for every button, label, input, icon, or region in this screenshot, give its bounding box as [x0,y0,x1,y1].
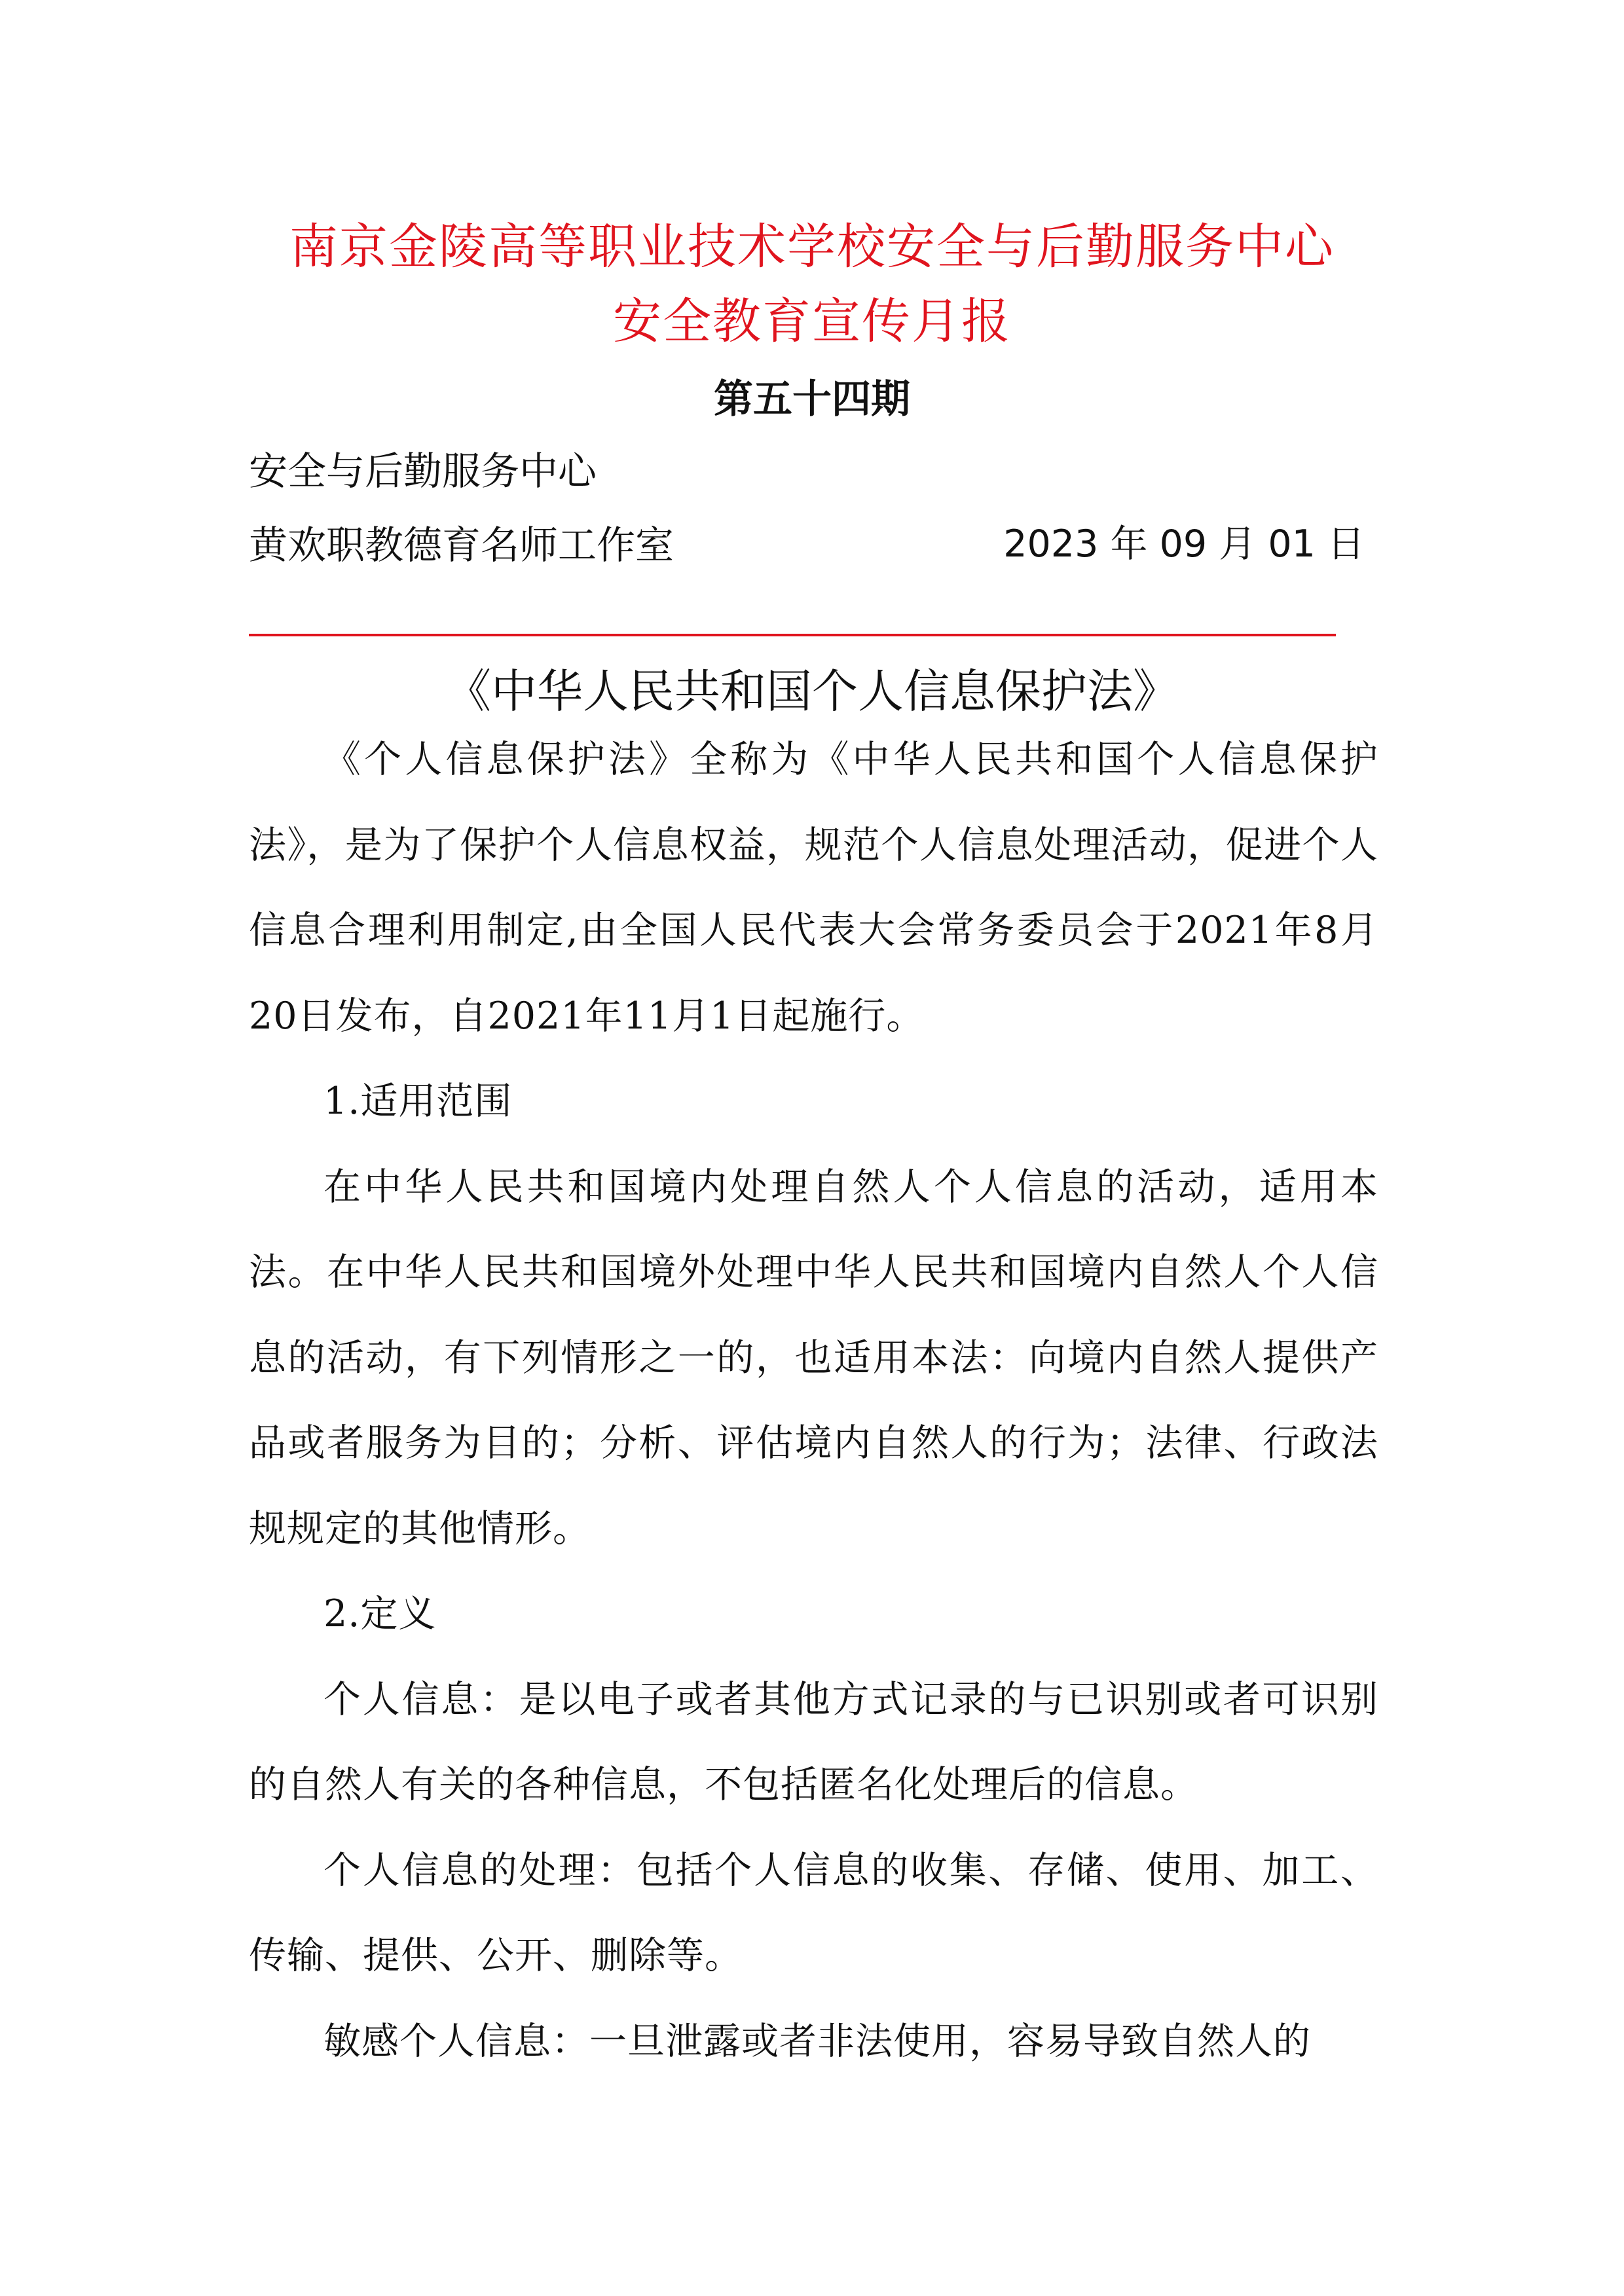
masthead-title: 南京金陵高等职业技术学校安全与后勤服务中心 [289,219,1335,275]
paragraph-scope: 在中华人民共和国境内处理自然人个人信息的活动，适用本法。在中华人民共和国境外处理中华人民共和国境内自然人个人信息的活动，有下列情形之一的，也适用本法：向境内自然人提供产品或者服务为目的；分析、评估境内自然人的行为；法律、行政法规规定的其他情形。 [249,1165,1378,1550]
paragraph-processing: 个人信息的处理：包括个人信息的收集、存储、使用、加工、传输、提供、公开、删除等。 [249,1848,1378,1977]
publisher-studio: 黄欢职教德育名师工作室 [249,522,674,568]
publish-date: 2023 年 09 月 01 日 [1003,522,1365,566]
red-divider [249,634,1336,636]
article-title: 《中华人民共和国个人信息保护法》 [445,665,1179,718]
issue-number: 第五十四期 [714,376,910,422]
paragraph-sensitive-info: 敏感个人信息：一旦泄露或者非法使用，容易导致自然人的 [323,2019,1311,2063]
publisher-department: 安全与后勤服务中心 [249,448,597,494]
paragraph-personal-info: 个人信息：是以电子或者其他方式记录的与已识别或者可识别的自然人有关的各种信息，不包括匿名化处理后的信息。 [249,1677,1378,1806]
section-heading-definition: 2.定义 [323,1592,437,1635]
article-body [249,717,1378,2084]
paragraph-intro: 《个人信息保护法》全称为《中华人民共和国个人信息保护法》，是为了保护个人信息权益，规范个人信息处理活动，促进个人信息合理利用制定,由全国人民代表大会常务委员会于2021年8月20日发布，自2021年11月1日起施行。 [249,738,1378,1038]
section-heading-scope: 1.适用范围 [323,1080,513,1123]
masthead-subtitle: 安全教育宣传月报 [613,293,1011,350]
